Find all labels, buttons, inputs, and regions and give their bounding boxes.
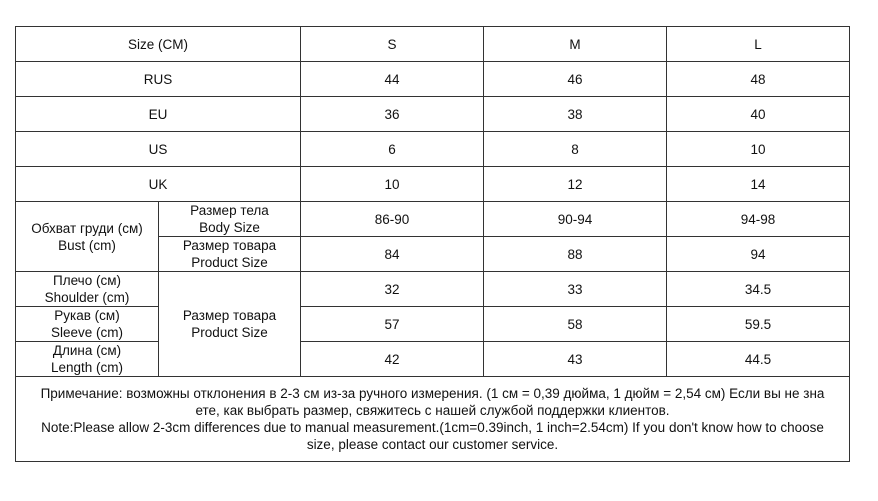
us-s: 6 <box>301 132 484 167</box>
length-l: 44.5 <box>667 342 850 377</box>
product-size-label <box>159 237 301 272</box>
rus-label: RUS <box>16 62 301 97</box>
bust-product-m: 88 <box>484 237 667 272</box>
us-m: 8 <box>484 132 667 167</box>
product-group-label-en: Product Size <box>191 325 268 340</box>
sleeve-l: 59.5 <box>667 307 850 342</box>
rus-l: 48 <box>667 62 850 97</box>
size-header-m: M <box>484 27 667 62</box>
bust-body-row <box>16 202 850 237</box>
header-row <box>16 27 850 62</box>
eu-label: EU <box>16 97 301 132</box>
body-size-label-ru: Размер тела <box>190 203 269 218</box>
product-group-label-ru: Размер товара <box>182 308 277 323</box>
sleeve-label-en: Sleeve (cm) <box>50 325 123 340</box>
length-label <box>16 342 159 377</box>
bust-body-s: 86-90 <box>301 202 484 237</box>
note-line-ru-1: Примечание: возможны отклонения в 2-3 см из-за ручного измерения. (1 см = 0,39 дюйма, 1 дюйм = 2,54 см) Если вы не зна <box>40 386 825 401</box>
bust-label <box>16 202 159 272</box>
uk-m: 12 <box>484 167 667 202</box>
bust-label-ru: Обхват груди (см) <box>31 220 143 236</box>
uk-label: UK <box>16 167 301 202</box>
shoulder-m: 33 <box>484 272 667 307</box>
body-size-label-en: Body Size <box>199 220 260 235</box>
uk-l: 14 <box>667 167 850 202</box>
us-row <box>16 132 850 167</box>
eu-row <box>16 97 850 132</box>
rus-m: 46 <box>484 62 667 97</box>
length-row <box>16 342 850 377</box>
sleeve-m: 58 <box>484 307 667 342</box>
length-s: 42 <box>301 342 484 377</box>
length-m: 43 <box>484 342 667 377</box>
eu-m: 38 <box>484 97 667 132</box>
rus-s: 44 <box>301 62 484 97</box>
rus-row <box>16 62 850 97</box>
shoulder-l: 34.5 <box>667 272 850 307</box>
size-chart-table <box>15 26 850 462</box>
eu-s: 36 <box>301 97 484 132</box>
size-header-s: S <box>301 27 484 62</box>
note-line-en-2: size, please contact our customer service. <box>306 437 559 452</box>
note-line-en-1: Note:Please allow 2-3cm differences due to manual measurement.(1cm=0.39inch, 1 inch=2.54cm) If you don't know how to choose <box>41 420 824 435</box>
shoulder-label-en: Shoulder (cm) <box>44 290 130 305</box>
size-header-label: Size (CM) <box>16 27 301 62</box>
size-header-l: L <box>667 27 850 62</box>
length-label-ru: Длина (см) <box>52 343 122 358</box>
us-l: 10 <box>667 132 850 167</box>
product-size-label-en: Product Size <box>191 255 268 270</box>
shoulder-s: 32 <box>301 272 484 307</box>
bust-product-l: 94 <box>667 237 850 272</box>
length-label-en: Length (cm) <box>50 360 124 375</box>
note-line-ru-2: ете, как выбрать размер, свяжитесь с нашей службой поддержки клиентов. <box>195 403 670 418</box>
shoulder-row <box>16 272 850 307</box>
eu-l: 40 <box>667 97 850 132</box>
uk-s: 10 <box>301 167 484 202</box>
note-cell <box>16 377 850 462</box>
product-size-group-label <box>159 272 301 377</box>
bust-product-s: 84 <box>301 237 484 272</box>
body-size-label <box>159 202 301 237</box>
bust-body-l: 94-98 <box>667 202 850 237</box>
us-label: US <box>16 132 301 167</box>
shoulder-label <box>16 272 159 307</box>
sleeve-label-ru: Рукав (см) <box>54 308 120 323</box>
sleeve-row <box>16 307 850 342</box>
sleeve-s: 57 <box>301 307 484 342</box>
product-size-label-ru: Размер товара <box>182 238 277 253</box>
uk-row <box>16 167 850 202</box>
bust-label-en: Bust (cm) <box>58 237 116 253</box>
note-row <box>16 377 850 462</box>
bust-body-m: 90-94 <box>484 202 667 237</box>
sleeve-label <box>16 307 159 342</box>
shoulder-label-ru: Плечо (см) <box>53 273 121 288</box>
